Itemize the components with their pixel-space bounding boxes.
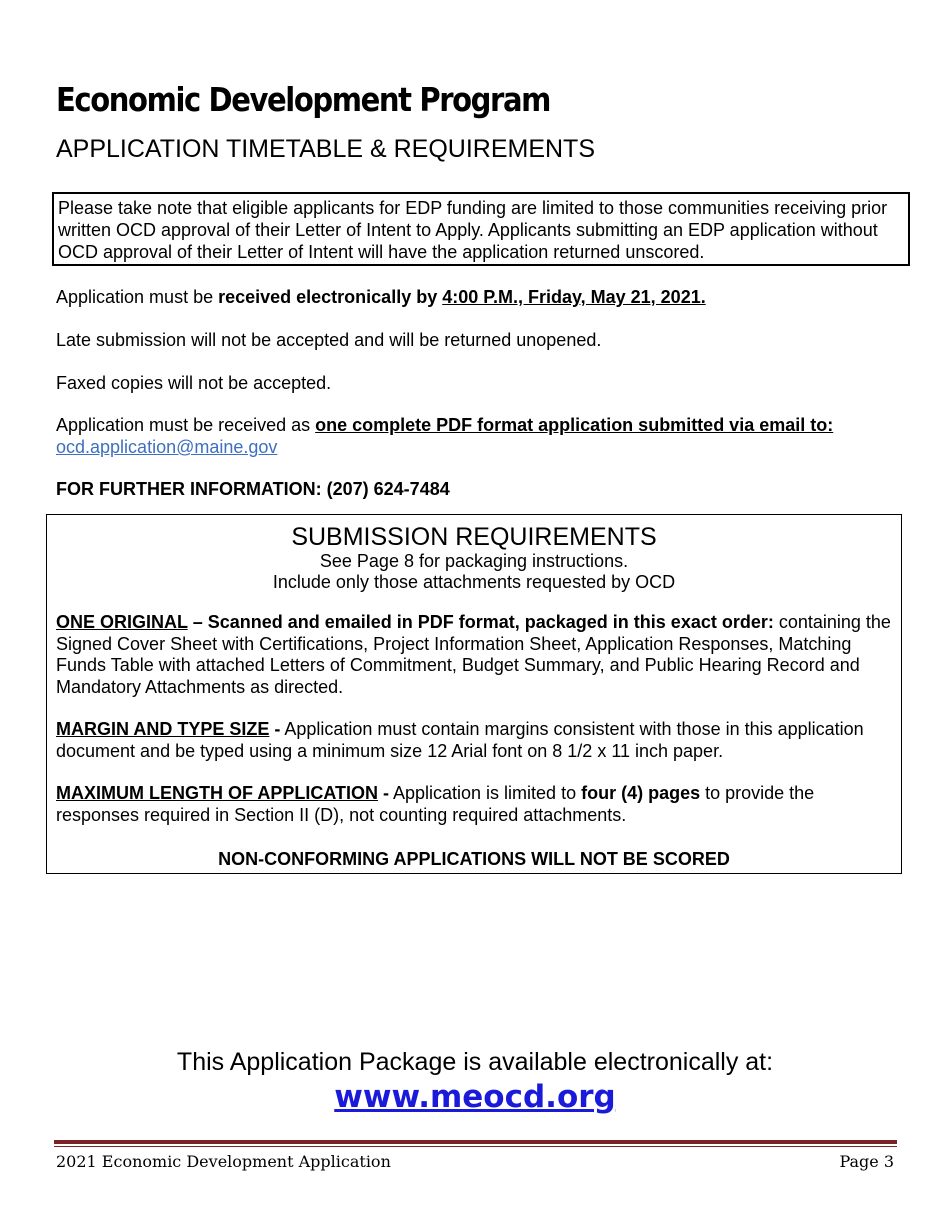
footer-rule-thin [54, 1146, 897, 1147]
email-link[interactable]: ocd.application@maine.gov [56, 437, 278, 457]
one-original-bold: – Scanned and emailed in PDF format, packaged in this exact order: [187, 612, 774, 632]
margin-type-dash: - [269, 719, 281, 739]
max-length-dash: - [377, 783, 389, 803]
deadline-paragraph [56, 286, 706, 308]
website-line [0, 1078, 950, 1116]
requirements-title: SUBMISSION REQUIREMENTS [291, 523, 657, 551]
requirements-line-1: See Page 8 for packaging instructions. [319, 551, 629, 571]
one-original-text: containing the Signed Cover Sheet with Certifications, Project Information Sheet, Application Responses, Matching Funds Table with attached Letters of Commitment, Budget Summary, and Public Hearing Record and Mandatory Attachments as directed. [56, 612, 891, 697]
margin-type-text: Application must contain margins consistent with those in this application document and be typed using a minimum size 12 Arial font on 8 1/2 x 11 inch paper. [56, 719, 864, 761]
non-conforming-warning: NON-CONFORMING APPLICATIONS WILL NOT BE SCORED [218, 849, 730, 869]
availability-text: This Application Package is available electronically at: [176, 1048, 774, 1076]
footer-document-title: 2021 Economic Development Application [56, 1152, 391, 1171]
deadline-date: 4:00 P.M., Friday, May 21, 2021. [442, 287, 706, 307]
page-title: Economic Development Program [56, 80, 551, 119]
page-subtitle: APPLICATION TIMETABLE & REQUIREMENTS [56, 135, 595, 163]
deadline-prefix: Application must be [56, 287, 219, 307]
further-info-text: FOR FURTHER INFORMATION: (207) 624-7484 [56, 479, 450, 499]
max-length-text-2: to provide the responses required in Section II (D), not counting required attachments. [56, 783, 815, 825]
requirements-line-2: Include only those attachments requested by OCD [272, 572, 676, 592]
margin-type-paragraph [56, 719, 895, 762]
one-original-paragraph [56, 612, 895, 698]
footer-rule-thick [54, 1140, 897, 1144]
format-bold: one complete PDF format application submitted via email to: [315, 415, 834, 435]
max-length-label: MAXIMUM LENGTH OF APPLICATION [56, 783, 378, 803]
format-paragraph [56, 414, 833, 458]
max-length-text-1: Application is limited to [388, 783, 582, 803]
format-prefix: Application must be received as [56, 415, 316, 435]
submission-requirements-box [46, 514, 902, 874]
faxed-copies-text: Faxed copies will not be accepted. [56, 373, 332, 393]
max-length-paragraph [56, 783, 895, 826]
footer-page-number: Page 3 [839, 1152, 894, 1171]
margin-type-label: MARGIN AND TYPE SIZE [56, 719, 270, 739]
eligibility-notice: Please take note that eligible applicants for EDP funding are limited to those communities receiving prior written OCD approval of their Letter of Intent to Apply. Applicants submitting an EDP application without OCD approval of their Letter of Intent will have the application returned unscored. [52, 192, 910, 266]
late-submission-text: Late submission will not be accepted and will be returned unopened. [56, 330, 602, 350]
website-link[interactable]: www.meocd.org [334, 1079, 616, 1115]
max-length-bold: four (4) pages [581, 783, 701, 803]
deadline-bold: received electronically by [218, 287, 438, 307]
one-original-label: ONE ORIGINAL [56, 612, 188, 632]
